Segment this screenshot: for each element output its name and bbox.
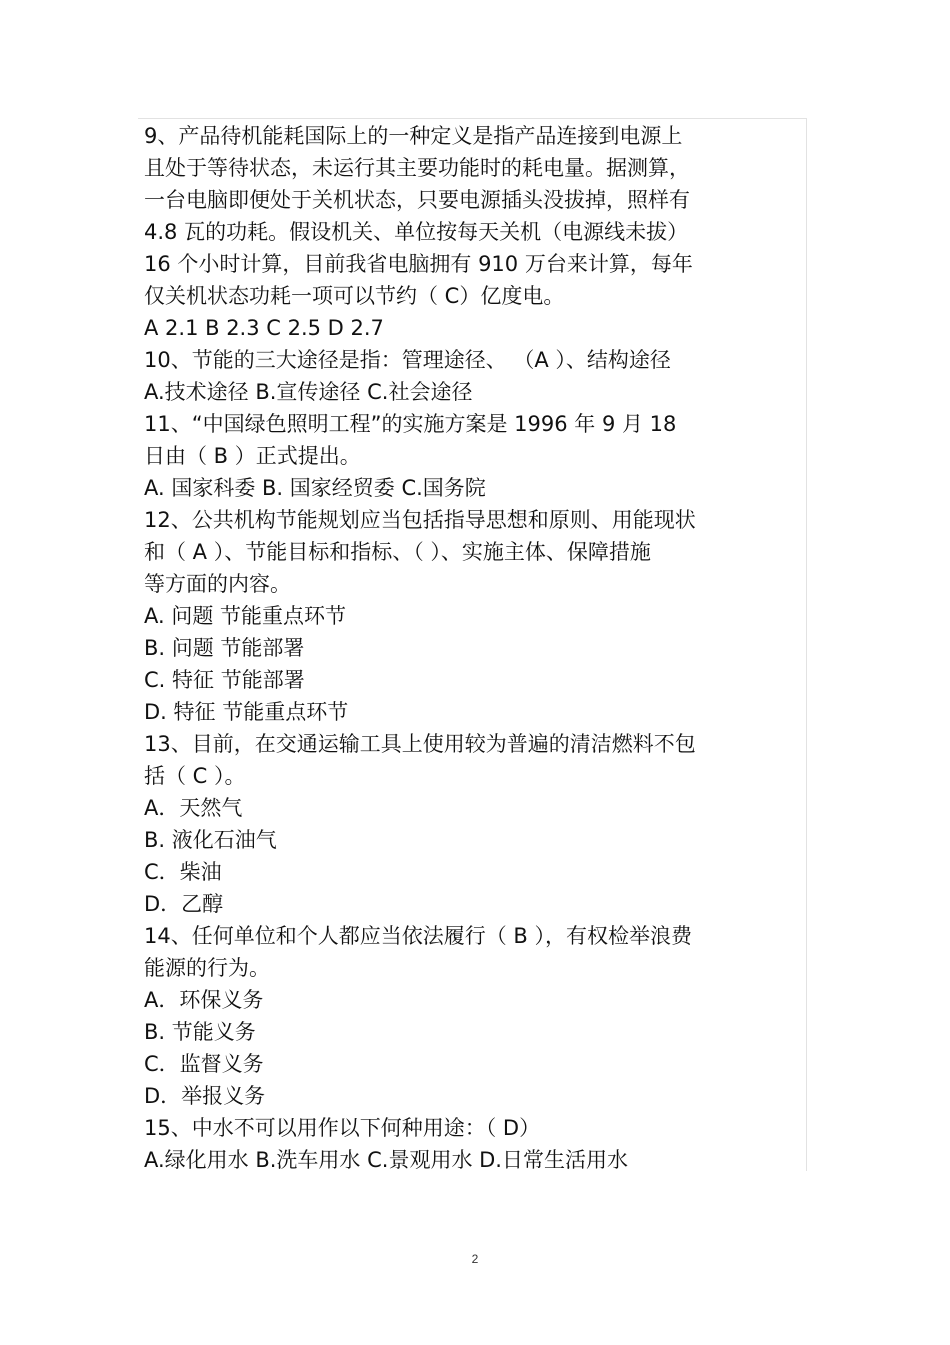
text-line: A. 国家科委 B. 国家经贸委 C.国务院 xyxy=(144,476,486,500)
text-line: A．环保义务 xyxy=(144,988,264,1012)
text-line: 且处于等待状态，未运行其主要功能时的耗电量。据测算， xyxy=(144,156,690,180)
text-line: C．柴油 xyxy=(144,860,222,884)
text-line: C．监督义务 xyxy=(144,1052,264,1076)
text-line: 日由（ B ）正式提出。 xyxy=(144,444,361,468)
text-line: 一台电脑即便处于关机状态，只要电源插头没拔掉，照样有 xyxy=(144,188,690,212)
text-line: 14、任何单位和个人都应当依法履行（ B ），有权检举浪费 xyxy=(144,924,692,948)
text-line: A 2.1 B 2.3 C 2.5 D 2.7 xyxy=(144,316,384,340)
text-line: A.技术途径 B.宣传途径 C.社会途径 xyxy=(144,380,473,404)
text-line: 13、目前，在交通运输工具上使用较为普遍的清洁燃料不包 xyxy=(144,732,696,756)
text-line: 10、节能的三大途径是指：管理途径、 （A ）、结构途径 xyxy=(144,348,671,372)
text-line: B. 节能义务 xyxy=(144,1020,256,1044)
text-line: 括（ C ）。 xyxy=(144,764,246,788)
text-line: B. 问题 节能部署 xyxy=(144,636,305,660)
text-line: 16 个小时计算，目前我省电脑拥有 910 万台来计算，每年 xyxy=(144,252,693,276)
text-line: C. 特征 节能部署 xyxy=(144,668,305,692)
text-line: D. 特征 节能重点环节 xyxy=(144,700,349,724)
text-line: 11、“中国绿色照明工程”的实施方案是 1996 年 9 月 18 xyxy=(144,412,677,436)
page-number: 2 xyxy=(471,1252,479,1266)
text-line: A．天然气 xyxy=(144,796,243,820)
text-line: 仅关机状态功耗一项可以节约（ C）亿度电。 xyxy=(144,284,565,308)
text-line: 能源的行为。 xyxy=(144,956,270,980)
text-line: A. 问题 节能重点环节 xyxy=(144,604,347,628)
text-line: 12、公共机构节能规划应当包括指导思想和原则、用能现状 xyxy=(144,508,696,532)
text-line: D．举报义务 xyxy=(144,1084,266,1108)
text-line: A.绿化用水 B.洗车用水 C.景观用水 D.日常生活用水 xyxy=(144,1148,628,1172)
text-line: B. 液化石油气 xyxy=(144,828,277,852)
text-line: 和（ A ）、节能目标和指标、（ ）、实施主体、保障措施 xyxy=(144,540,651,564)
text-body xyxy=(144,120,804,1176)
text-line: 等方面的内容。 xyxy=(144,572,291,596)
text-line: 9、产品待机能耗国际上的一种定义是指产品连接到电源上 xyxy=(144,124,683,148)
text-line: 15、中水不可以用作以下何种用途：（ D） xyxy=(144,1116,541,1140)
text-line: 4.8 瓦的功耗。假设机关、单位按每天关机（电源线未拔） xyxy=(144,220,689,244)
text-line: D．乙醇 xyxy=(144,892,224,916)
